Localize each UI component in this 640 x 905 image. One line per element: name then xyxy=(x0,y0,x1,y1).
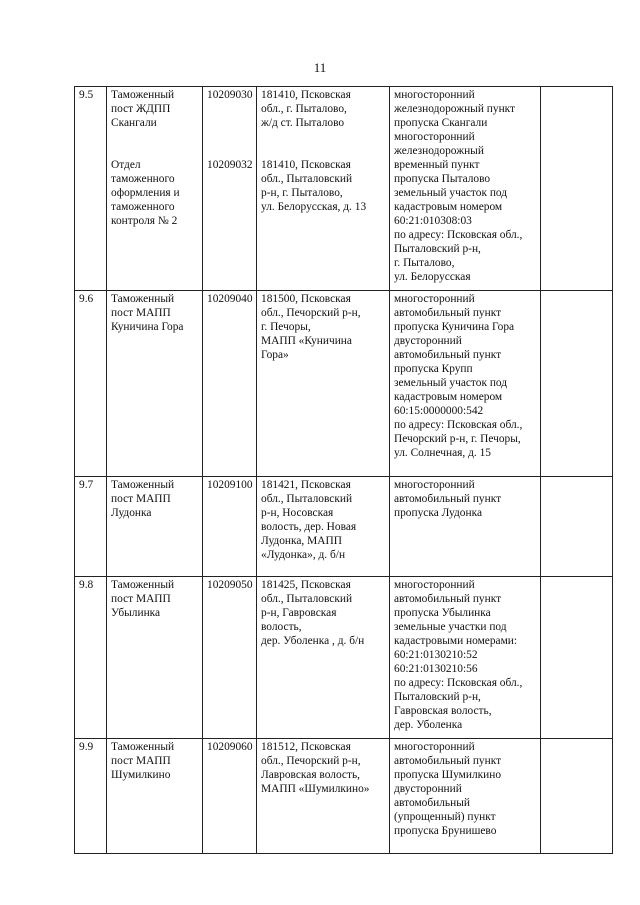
post-address: 181410, Псковская обл., г. Пыталово, ж/д ст. Пыталово xyxy=(261,89,351,129)
row-number: 9.7 xyxy=(75,477,107,577)
empty-cell xyxy=(541,477,613,577)
post-name: Таможенный пост ЖДПП Скангали xyxy=(111,89,175,129)
post-address: 181425, Псковская обл., Пыталовский р-н, Гавровская волость, дер. Уболенка , д. б/н xyxy=(257,577,390,739)
address-cell xyxy=(257,87,390,291)
table-row xyxy=(75,87,613,291)
post-name-cell xyxy=(107,87,203,291)
post-code: 10209030 xyxy=(207,89,253,101)
post-name: Таможенный пост МАПП Куничина Гора xyxy=(107,291,203,477)
department-address: 181410, Псковская обл., Пыталовский р-н, г. Пыталово, ул. Белорусская, д. 13 xyxy=(261,159,367,213)
page-number: 11 xyxy=(313,60,327,75)
empty-cell xyxy=(541,291,613,477)
description: многосторонний автомобильный пункт пропуска Убылинка земельные участки под кадастровыми номерами: 60:21:0130210:52 60:21:0130210:56 по адресу: Псковская обл., Пыталовский р-н, Гавровская волость, дер. Уболенка xyxy=(390,577,541,739)
description: многосторонний автомобильный пункт пропуска Лудонка xyxy=(390,477,541,577)
empty-cell xyxy=(541,87,613,291)
post-code: 10209050 xyxy=(203,577,257,739)
post-name: Таможенный пост МАПП Убылинка xyxy=(107,577,203,739)
department-name: Отдел таможенного оформления и таможенного контроля № 2 xyxy=(111,159,180,227)
post-name: Таможенный пост МАПП Шумилкино xyxy=(107,739,203,854)
post-address: 181512, Псковская обл., Печорский р-н, Лавровская волость, МАПП «Шумилкино» xyxy=(257,739,390,854)
table-row xyxy=(75,477,613,577)
row-number: 9.5 xyxy=(75,87,107,291)
table-row xyxy=(75,291,613,477)
post-name: Таможенный пост МАПП Лудонка xyxy=(107,477,203,577)
description: многосторонний автомобильный пункт пропуска Шумилкино двусторонний автомобильный (упрощенный) пункт пропуска Брунишево xyxy=(390,739,541,854)
post-code: 10209040 xyxy=(203,291,257,477)
row-number: 9.8 xyxy=(75,577,107,739)
row-number: 9.6 xyxy=(75,291,107,477)
post-address: 181421, Псковская обл., Пыталовский р-н, Носовская волость, дер. Новая Лудонка, МАПП «Лудонка», д. б/н xyxy=(257,477,390,577)
description: многосторонний автомобильный пункт пропуска Куничина Гора двусторонний автомобильный пункт пропуска Крупп земельный участок под кадастровым номером 60:15:0000000:542 по адресу: Псковская обл., Печорский р-н, г. Печоры, ул. Солнечная, д. 15 xyxy=(390,291,541,477)
empty-cell xyxy=(541,577,613,739)
department-code: 10209032 xyxy=(207,159,253,171)
post-code: 10209060 xyxy=(203,739,257,854)
description: многосторонний железнодорожный пункт пропуска Скангали многосторонний железнодорожный временный пункт пропуска Пыталово земельный участок под кадастровым номером 60:21:010308:03 по адресу: Псковская обл., Пыталовский р-н, г. Пыталово, ул. Белорусская xyxy=(390,87,541,291)
post-code: 10209100 xyxy=(203,477,257,577)
empty-cell xyxy=(541,739,613,854)
row-number: 9.9 xyxy=(75,739,107,854)
post-address: 181500, Псковская обл., Печорский р-н, г. Печоры, МАПП «Куничина Гора» xyxy=(257,291,390,477)
customs-posts-table xyxy=(74,86,613,854)
post-code-cell xyxy=(203,87,257,291)
table-row xyxy=(75,577,613,739)
table-row xyxy=(75,739,613,854)
